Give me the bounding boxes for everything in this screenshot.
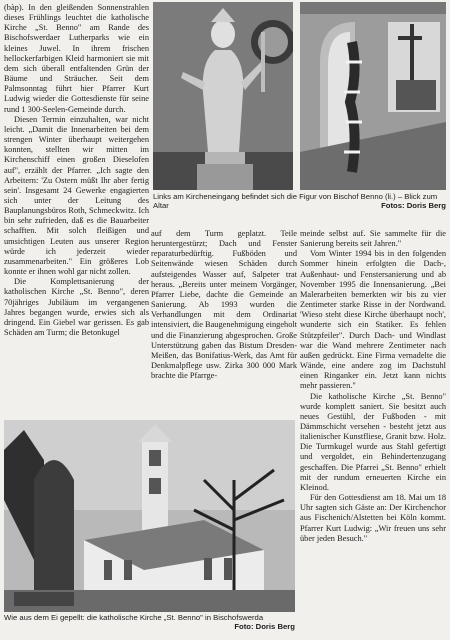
article-paragraph: Vom Winter 1994 bis in den folgenden Sommer hinein erfolgten die Dach-, Außenhaut- und Fenstersanierung und ab November 1995 die Innensanierung. „Bei Malerarbeiten bemerkten wir bis zu vier Zentimeter starke Risse in der Nordwand. 'Wieso steht diese Kirche überhaupt noch', wunderte sich ein Statiker. Es fehlen Stützpfeiler". Durch Dach- und Windlast war die Wand mehrere Zentimeter nach außen gedrückt. Eine Firma vernadelte die Wände, eine andere zog im Dachstuhl einen Ringanker ein. Jetzt kann nichts mehr passieren." — [300, 249, 446, 391]
article-paragraph: Die katholische Kirche „St. Benno" wurde komplett saniert. Sie besitzt auch neues Gestühl, der Fußboden - mit Dämmschicht versehen - besteht jetzt aus italienischer Kunstfliese, Granit bzw. Holz. Die Turmkugel wurde aus Stahl gefertigt und vergoldet, ein Behindertenzugang geschaffen. Die Pfarrei „St. Benno" erhielt mit der rundum erneuerten Kirche ein Kleinod. — [300, 391, 446, 492]
article-paragraph: auf dem Turm geplatzt. Teile heruntergestürzt; Dach und Fenster reparaturbedürftig. Fußböden und Seitenwände wiesen Schäden durch aufsteigendes Wasser auf, Salpeter trat heraus. „Bereits unter meinem Vorgänger, Pfarrer Liebe, dachte die Gemeinde an Sanierung. Ab 1993 wurden die Verhandlungen mit dem Ordinariat intensiviert, die Baugenehmigung eingeholt und die Finanzierung abgesprochen. Große Unterstützung gaben das Bistum Dresden-Meißen, das Bonifatius-Werk, das Amt für Denkmalpflege usw. Zirka 300 000 Mark brachte die Pfarrge- — [151, 229, 297, 381]
photo-credit: Fotos: Doris Berg — [381, 201, 446, 211]
article-paragraph: meinde selbst auf. Sie sammelte für die Sanierung bereits seit Jahren." — [300, 229, 446, 249]
photo-altar-view — [300, 2, 446, 190]
article-column-right — [300, 229, 446, 544]
article-paragraph: (bàp). In den gleißenden Sonnenstrahlen dieses Frühlings leuchtet die katholische Kirche „St. Benno" am Rande des Bischofswerdaer Lutherparks wie ein kleines Juwel. In ihrem frischen hellockerfarbigen Kleid harmoniert sie mit dem sich überall entfaltenden Grün der Bäume und Sträucher. Seit dem Palmsonntag führt hier Pfarrer Kurt Ludwig wieder die Gottesdienste für seine rund 1 300-Seelen-Gemeinde durch. — [4, 3, 149, 114]
article-paragraph: Für den Gottesdienst am 18. Mai um 18 Uhr sagten sich Gäste an: Der Kirchenchor aus Fischenich/Alstetten bei Köln kommt. Pfarrer Kurt Ludwig: „Wir freuen uns sehr über jeden Besuch." — [300, 493, 446, 543]
article-paragraph: Diesen Termin einzuhalten, war nicht leicht. „Damit die Innenarbeiten bei dem strengen Winter überhaupt weitergehen konnten, stellten wir mitten im Kirchenschiff einen großen Dieselofen auf", erzählt der Pfarrer. „Ich sagte den Arbeitern: 'Zu Ostern müßt Ihr aber fertig sein'. Insgesamt 24 Gewerke engagierten sich unter der Leitung des Bauplanungsbüros Roth, Schmeckwitz. Ich bin sehr zufrieden, daß es die Bauarbeiter schafften. Mit solch fleißigen und umsichtigen Leuten aus unserer Region würde ich jederzeit wieder zusammenarbeiten." Ein größeres Lob konnte er ihnen wohl gar nicht zollen. — [4, 114, 149, 277]
caption-text: Links am Kircheneingang befindet sich die Figur von Bischof Benno (li.) – Blick zum Altar — [153, 192, 438, 211]
article-paragraph: Die Komplettsanierung der katholischen Kirche „St. Benno", deren 70jähriges Jubiläum im vergangenen Jahres begangen wurde, erwies sich als dringend. Ein Giebel war gerissen. Es gab Schäden am Turm; die Betonkugel — [4, 277, 149, 337]
article-column-left — [4, 3, 149, 338]
photo-caption-bottom — [4, 613, 295, 632]
photo-caption-top — [153, 192, 446, 211]
photo-credit: Foto: Doris Berg — [234, 622, 295, 632]
photo-statue-bishop-benno — [153, 2, 293, 190]
article-column-middle — [151, 229, 297, 381]
caption-text: Wie aus dem Ei gepellt: die katholische Kirche „St. Benno" in Bischofswerda — [4, 613, 264, 622]
photo-church-exterior — [4, 420, 295, 612]
